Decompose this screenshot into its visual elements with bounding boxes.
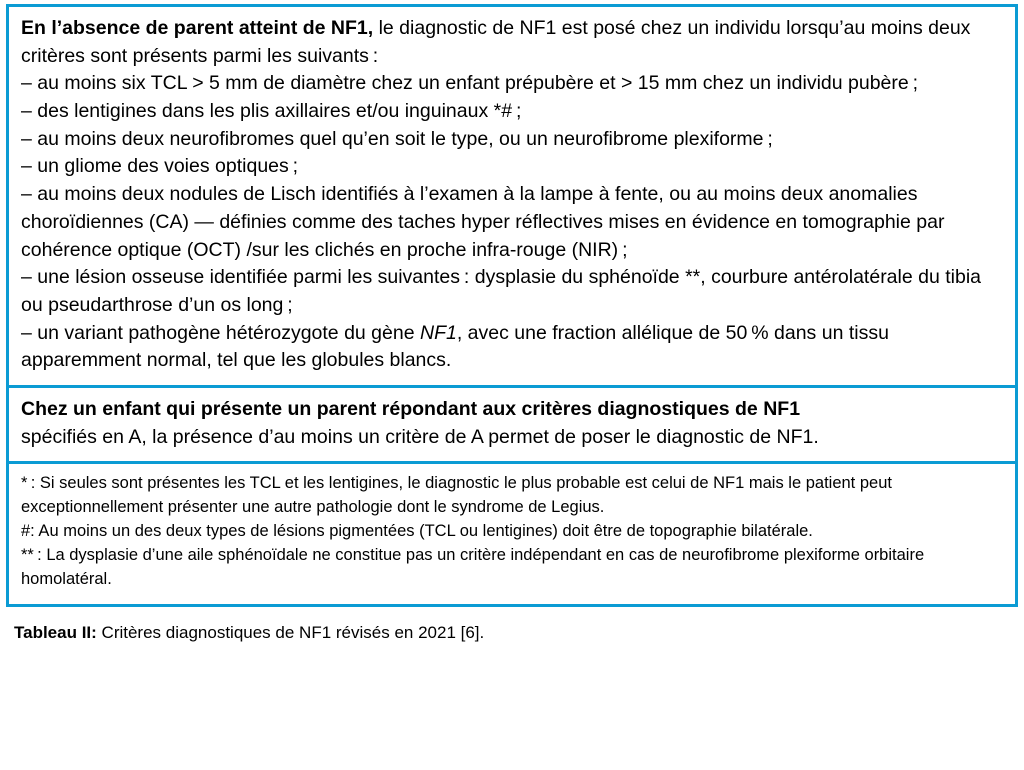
- criteria-a-item: – au moins deux nodules de Lisch identifiés à l’examen à la lampe à fente, ou au moins deux anomalies choroïdiennes (CA) — définies comme des taches hyper réflectives mises en évidence en tomographie par cohérence optique (OCT) /sur les clichés en proche infra-rouge (NIR) ;: [21, 183, 945, 261]
- criteria-a-item-gene-part1: – un variant pathogène hétérozygote du gène: [21, 321, 420, 344]
- criteria-a-item-gene: [21, 320, 1003, 375]
- criteria-a-lead: [21, 15, 1003, 70]
- footnote-double-asterisk: ** : La dysplasie d’une aile sphénoïdale ne constitue pas un critère indépendant en cas de neurofibrome plexiforme orbitaire homolatéral.: [21, 546, 925, 588]
- criteria-a-item: – au moins six TCL > 5 mm de diamètre chez un enfant prépubère et > 15 mm chez un individu pubère ;: [21, 72, 919, 95]
- criteria-b-lead: [21, 396, 1003, 451]
- criteria-a-item: – au moins deux neurofibromes quel qu’en soit le type, ou un neurofibrome plexiforme ;: [21, 127, 773, 150]
- criteria-footnotes: [9, 461, 1015, 604]
- table-caption-label: Tableau II:: [14, 622, 97, 642]
- criteria-section-a: [9, 7, 1015, 385]
- criteria-a-lead-rest: le diagnostic de NF1 est posé chez un individu lorsqu’au moins deux critères sont présents parmi les suivants :: [21, 17, 971, 67]
- criteria-table: [6, 4, 1018, 607]
- table-caption-text: Critères diagnostiques de NF1 révisés en 2021 [6].: [96, 622, 485, 642]
- criteria-a-item: – des lentigines dans les plis axillaires et/ou inguinaux *# ;: [21, 100, 522, 123]
- table-caption: [14, 621, 1018, 645]
- criteria-a-item: – un gliome des voies optiques ;: [21, 155, 299, 178]
- criteria-a-lead-bold: En l’absence de parent atteint de NF1,: [21, 17, 374, 39]
- criteria-a-item-gene-part2: , avec une fraction allélique de 50 % dans un tissu apparemment normal, tel que les globules blancs.: [21, 321, 889, 372]
- criteria-section-b: [9, 385, 1015, 461]
- footnote-asterisk: * : Si seules sont présentes les TCL et les lentigines, le diagnostic le plus probable est celui de NF1 mais le patient peut exceptionnellement présenter une autre pathologie dont le syndrome de Legius.: [21, 474, 892, 517]
- footnote-hash: #: Au moins un des deux types de lésions pigmentées (TCL ou lentigines) doit être de topographie bilatérale.: [21, 522, 813, 541]
- gene-name: NF1: [419, 321, 457, 344]
- criteria-b-lead-rest: spécifiés en A, la présence d’au moins un critère de A permet de poser le diagnostic de NF1.: [21, 425, 819, 448]
- criteria-b-lead-bold: Chez un enfant qui présente un parent répondant aux critères diagnostiques de NF1: [21, 397, 801, 420]
- criteria-a-item: – une lésion osseuse identifiée parmi les suivantes : dysplasie du sphénoïde **, courbure antérolatérale du tibia ou pseudarthrose d’un os long ;: [21, 266, 982, 316]
